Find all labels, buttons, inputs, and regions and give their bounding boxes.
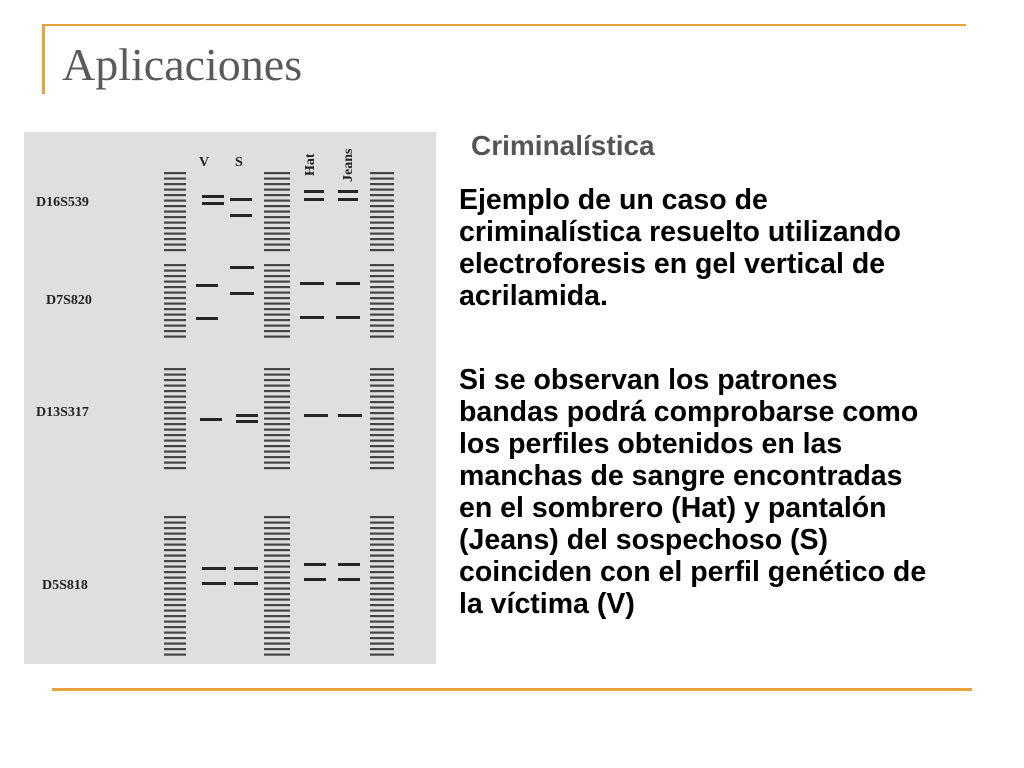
gel-band (264, 555, 290, 557)
gel-band (264, 610, 290, 612)
locus-label-d5s818: D5S818 (42, 578, 88, 593)
gel-band (164, 222, 186, 224)
gel-band (164, 445, 186, 447)
gel-band (370, 211, 394, 213)
gel-band (164, 516, 186, 518)
gel-band (264, 412, 290, 414)
gel-band (264, 621, 290, 623)
gel-band (264, 233, 290, 235)
gel-band (164, 325, 186, 327)
gel-band (370, 643, 394, 645)
gel-band (370, 599, 394, 601)
gel-band (264, 244, 290, 246)
gel-band (370, 368, 394, 370)
gel-band (370, 527, 394, 529)
gel-band (164, 610, 186, 612)
gel-band (164, 216, 186, 218)
gel-band (264, 593, 290, 595)
gel-band (164, 626, 186, 628)
gel-band (264, 216, 290, 218)
gel-band (370, 434, 394, 436)
gel-band (264, 368, 290, 370)
gel-band (370, 314, 394, 316)
gel-band (370, 178, 394, 180)
gel-band (264, 385, 290, 387)
gel-band (264, 451, 290, 453)
gel-band (264, 582, 290, 584)
gel-band (264, 544, 290, 546)
gel-band (370, 445, 394, 447)
gel-band (264, 205, 290, 207)
gel-band (164, 456, 186, 458)
gel-band (164, 588, 186, 590)
gel-band (264, 194, 290, 196)
gel-band (164, 560, 186, 562)
gel-band (164, 374, 186, 376)
gel-band (264, 264, 290, 266)
gel-band (370, 281, 394, 283)
bottom-rule (52, 688, 972, 691)
gel-band (370, 533, 394, 535)
gel-band (370, 407, 394, 409)
gel-band (370, 610, 394, 612)
gel-band (264, 462, 290, 464)
lane-label-jeans: Jeans (341, 148, 356, 182)
gel-band (370, 604, 394, 606)
gel-band (202, 202, 224, 205)
gel-band (236, 414, 258, 417)
gel-band (264, 456, 290, 458)
gel-band (370, 615, 394, 617)
gel-band (164, 632, 186, 634)
gel-band (370, 374, 394, 376)
gel-band (164, 434, 186, 436)
gel-band (164, 621, 186, 623)
gel-band (164, 599, 186, 601)
gel-band (370, 308, 394, 310)
gel-band (264, 292, 290, 294)
gel-band (264, 527, 290, 529)
gel-band (164, 189, 186, 191)
gel-band (264, 626, 290, 628)
locus-label-d16s539: D16S539 (36, 195, 89, 210)
gel-band (264, 238, 290, 240)
gel-band (370, 582, 394, 584)
gel-band (164, 418, 186, 420)
gel-band (370, 238, 394, 240)
gel-band (370, 244, 394, 246)
title-top-rule (42, 24, 966, 26)
gel-band (164, 368, 186, 370)
title-left-rule (42, 24, 45, 94)
gel-band (264, 566, 290, 568)
gel-band (264, 538, 290, 540)
gel-band (230, 292, 254, 295)
gel-band (164, 549, 186, 551)
gel-band (264, 440, 290, 442)
gel-band (338, 563, 360, 566)
gel-band (164, 440, 186, 442)
gel-band (370, 233, 394, 235)
gel-band (370, 418, 394, 420)
gel-band (230, 198, 252, 201)
gel-band (264, 275, 290, 277)
gel-band (164, 281, 186, 283)
gel-band (370, 390, 394, 392)
gel-band (370, 593, 394, 595)
gel-band (370, 522, 394, 524)
gel-band (264, 249, 290, 251)
gel-band (164, 379, 186, 381)
gel-band (370, 275, 394, 277)
gel-band (370, 336, 394, 338)
gel-band (164, 423, 186, 425)
gel-band (264, 330, 290, 332)
gel-band (264, 325, 290, 327)
gel-band (164, 648, 186, 650)
gel-band (164, 654, 186, 656)
gel-band (370, 637, 394, 639)
gel-band (264, 637, 290, 639)
gel-band (202, 195, 224, 198)
gel-band (264, 577, 290, 579)
gel-band (264, 390, 290, 392)
gel-band (164, 194, 186, 196)
gel-band (164, 244, 186, 246)
gel-band (370, 303, 394, 305)
gel-band (164, 643, 186, 645)
gel-band (264, 319, 290, 321)
gel-band (164, 286, 186, 288)
gel-band (164, 390, 186, 392)
gel-band (370, 516, 394, 518)
gel-band (370, 549, 394, 551)
gel-band (370, 456, 394, 458)
gel-band (264, 222, 290, 224)
gel-band (164, 319, 186, 321)
gel-band (264, 308, 290, 310)
gel-band (164, 233, 186, 235)
gel-band (164, 462, 186, 464)
gel-band (164, 637, 186, 639)
gel-band (370, 297, 394, 299)
gel-band (196, 284, 218, 287)
gel-band (164, 249, 186, 251)
gel-band (370, 401, 394, 403)
gel-band (234, 582, 258, 585)
gel-band (370, 626, 394, 628)
gel-band (234, 567, 258, 570)
gel-band (164, 555, 186, 557)
gel-band (164, 429, 186, 431)
gel-band (370, 227, 394, 229)
gel-band (202, 567, 226, 570)
gel-band (370, 544, 394, 546)
gel-band (370, 577, 394, 579)
gel-band (164, 577, 186, 579)
gel-band (370, 560, 394, 562)
gel-band (264, 571, 290, 573)
locus-label-d13s317: D13S317 (36, 405, 89, 420)
gel-band (370, 588, 394, 590)
paragraph-explanation: Si se observan los patrones bandas podrá comprobarse como los perfiles obtenidos en las manchas de sangre encontradas en el sombrero (Hat) y pantalón (Jeans) del sospechoso (S) coinciden con el perfil genético de la víctima (V) (459, 364, 927, 620)
gel-band (164, 396, 186, 398)
gel-band (164, 270, 186, 272)
gel-band (164, 582, 186, 584)
gel-band (304, 190, 324, 193)
gel-band (230, 266, 254, 269)
gel-band (264, 604, 290, 606)
locus-label-d7s820: D7S820 (46, 293, 92, 308)
gel-band (264, 560, 290, 562)
gel-band (370, 538, 394, 540)
gel-band (338, 190, 358, 193)
gel-band (370, 396, 394, 398)
gel-band (370, 205, 394, 207)
gel-band (264, 379, 290, 381)
gel-band (230, 214, 252, 217)
gel-band (164, 467, 186, 469)
gel-band (370, 270, 394, 272)
gel-band (264, 303, 290, 305)
gel-band (264, 654, 290, 656)
lane-label-v: V (199, 155, 210, 170)
gel-band (370, 648, 394, 650)
gel-band (164, 385, 186, 387)
paragraph-example: Ejemplo de un caso de criminalística resuelto utilizando electroforesis en gel vertical de acrilamida. (459, 184, 901, 312)
gel-band (370, 292, 394, 294)
gel-band (264, 549, 290, 551)
gel-band (264, 178, 290, 180)
gel-band (370, 440, 394, 442)
gel-band (370, 412, 394, 414)
gel-band (370, 183, 394, 185)
gel-band (338, 578, 360, 581)
gel-band (264, 434, 290, 436)
gel-band (264, 615, 290, 617)
gel-band (304, 578, 326, 581)
gel-band (338, 414, 362, 417)
gel-band (236, 420, 258, 423)
gel-band (370, 632, 394, 634)
gel-band (304, 198, 324, 201)
gel-band (264, 516, 290, 518)
gel-band (164, 571, 186, 573)
gel-band (164, 264, 186, 266)
gel-band (164, 238, 186, 240)
gel-band (370, 330, 394, 332)
gel-band (336, 316, 360, 319)
gel-band (304, 414, 328, 417)
gel-band (164, 451, 186, 453)
gel-band (370, 222, 394, 224)
gel-band (164, 303, 186, 305)
gel-band (370, 264, 394, 266)
electrophoresis-gel-image (24, 132, 436, 664)
gel-band (264, 211, 290, 213)
gel-band (264, 588, 290, 590)
gel-band (370, 189, 394, 191)
lane-label-hat: Hat (303, 153, 318, 176)
gel-band (164, 412, 186, 414)
slide-title: Aplicaciones (62, 39, 303, 90)
gel-band (164, 407, 186, 409)
gel-band (164, 593, 186, 595)
gel-band (300, 282, 324, 285)
gel-band (164, 172, 186, 174)
gel-band (264, 599, 290, 601)
gel-band (264, 396, 290, 398)
gel-band (164, 527, 186, 529)
gel-band (370, 194, 394, 196)
gel-figure (24, 132, 436, 664)
gel-band (164, 297, 186, 299)
section-subtitle: Criminalística (471, 130, 655, 161)
gel-band (370, 451, 394, 453)
gel-band (264, 286, 290, 288)
gel-band (264, 445, 290, 447)
gel-band (264, 270, 290, 272)
gel-band (264, 336, 290, 338)
gel-band (264, 401, 290, 403)
lane-label-s: S (235, 155, 243, 170)
gel-band (370, 566, 394, 568)
gel-band (264, 423, 290, 425)
gel-band (264, 418, 290, 420)
gel-band (164, 522, 186, 524)
gel-band (370, 200, 394, 202)
gel-band (164, 401, 186, 403)
gel-band (164, 183, 186, 185)
gel-band (370, 319, 394, 321)
gel-band (264, 297, 290, 299)
gel-band (370, 555, 394, 557)
gel-band (202, 582, 226, 585)
gel-band (264, 533, 290, 535)
gel-band (304, 563, 326, 566)
gel-band (164, 566, 186, 568)
gel-band (264, 632, 290, 634)
gel-band (338, 198, 358, 201)
gel-band (370, 249, 394, 251)
gel-band (370, 385, 394, 387)
gel-band (264, 281, 290, 283)
gel-band (164, 211, 186, 213)
gel-band (264, 200, 290, 202)
gel-band (164, 178, 186, 180)
gel-band (336, 282, 360, 285)
gel-band (164, 538, 186, 540)
gel-band (264, 314, 290, 316)
gel-band (164, 330, 186, 332)
gel-band (264, 189, 290, 191)
gel-band (370, 379, 394, 381)
gel-band (200, 418, 222, 421)
gel-band (164, 336, 186, 338)
gel-band (370, 571, 394, 573)
gel-band (300, 316, 324, 319)
gel-band (370, 621, 394, 623)
gel-band (164, 275, 186, 277)
gel-band (164, 615, 186, 617)
gel-band (370, 467, 394, 469)
gel-band (164, 533, 186, 535)
gel-band (264, 467, 290, 469)
gel-band (370, 462, 394, 464)
gel-band (164, 205, 186, 207)
gel-band (264, 227, 290, 229)
gel-band (370, 429, 394, 431)
gel-band (164, 308, 186, 310)
gel-band (370, 654, 394, 656)
gel-band (264, 643, 290, 645)
gel-band (164, 314, 186, 316)
gel-band (164, 227, 186, 229)
gel-band (164, 292, 186, 294)
gel-band (164, 200, 186, 202)
gel-band (370, 286, 394, 288)
gel-band (264, 648, 290, 650)
gel-band (264, 522, 290, 524)
gel-band (264, 183, 290, 185)
gel-band (264, 429, 290, 431)
gel-band (164, 544, 186, 546)
gel-band (370, 172, 394, 174)
gel-band (370, 423, 394, 425)
gel-band (370, 325, 394, 327)
gel-band (264, 374, 290, 376)
gel-band (370, 216, 394, 218)
gel-band (264, 407, 290, 409)
gel-band (264, 172, 290, 174)
gel-band (196, 317, 218, 320)
gel-band (164, 604, 186, 606)
